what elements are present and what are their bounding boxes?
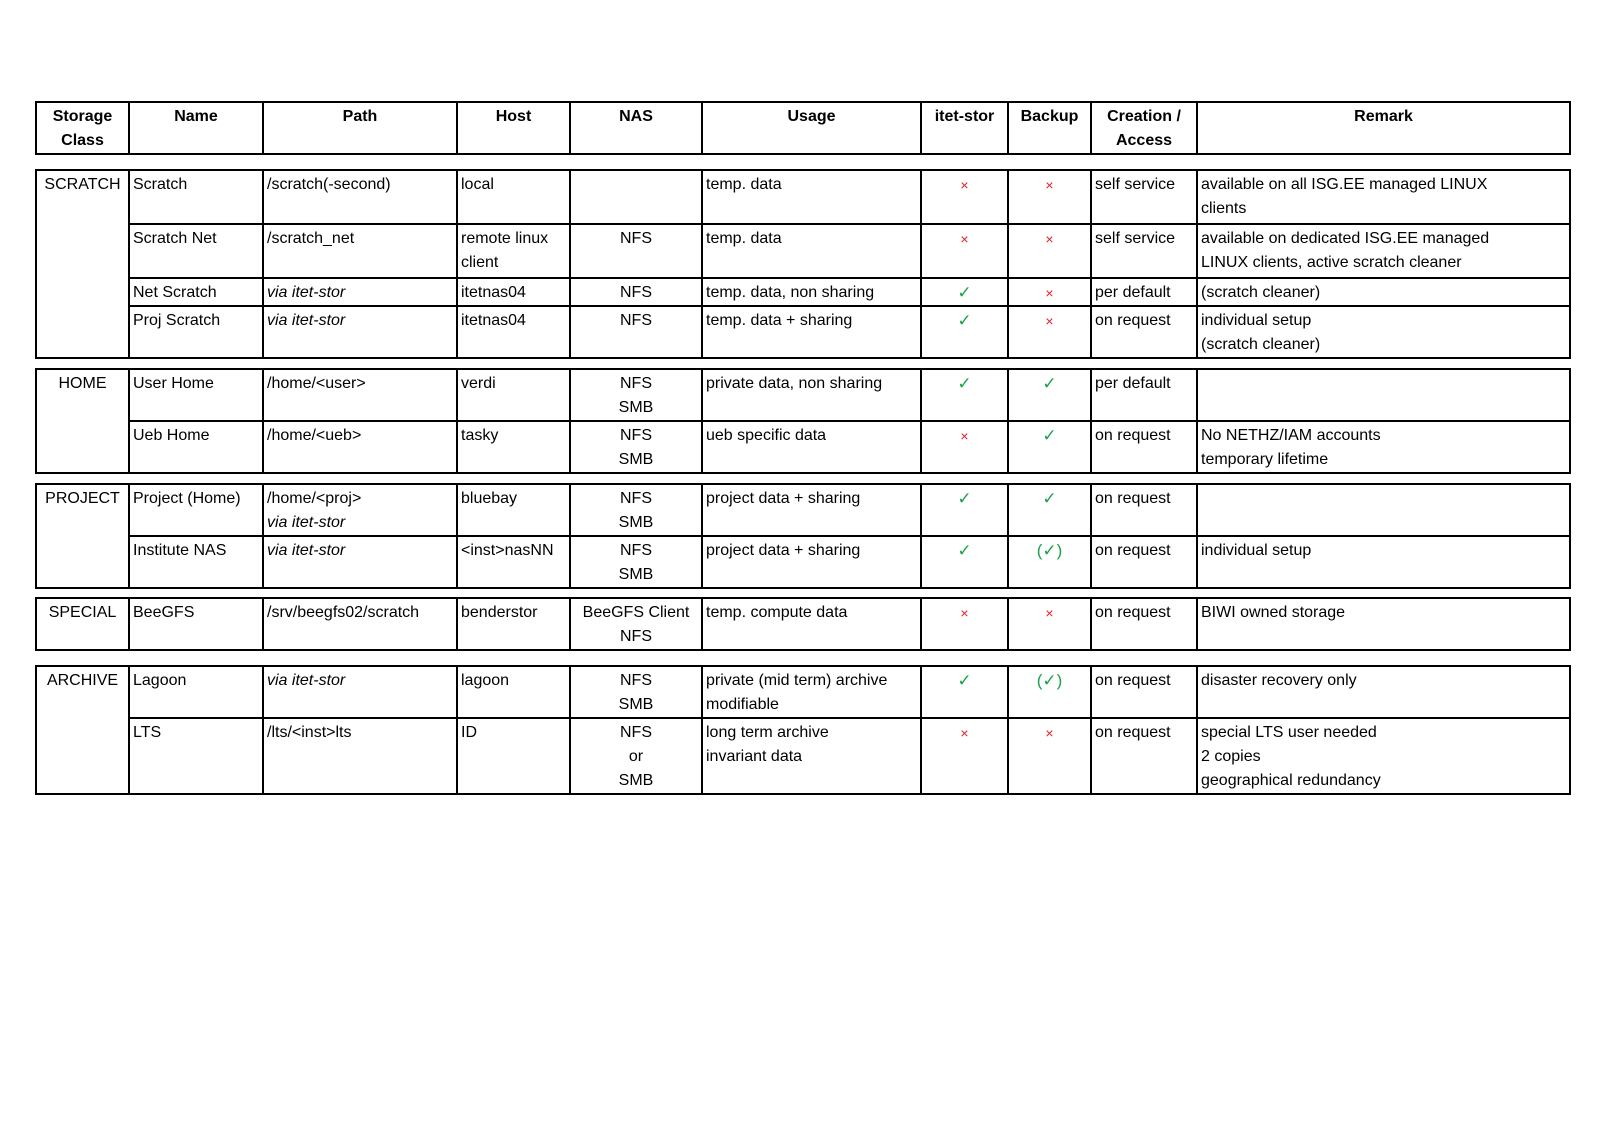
name-cell: Institute NAS [129, 536, 263, 588]
remark-cell: disaster recovery only [1197, 666, 1570, 718]
check-icon: ✓ [957, 489, 972, 508]
table-row [36, 666, 1570, 718]
path-cell: /home/<proj> via itet-stor [263, 484, 457, 536]
path-cell: /lts/<inst>lts [263, 718, 457, 794]
remark-cell [1197, 484, 1570, 536]
usage-cell: temp. data [702, 170, 921, 224]
creation-access-cell: per default [1091, 278, 1197, 306]
header-itet-stor: itet-stor [921, 102, 1008, 154]
name-cell: Scratch [129, 170, 263, 224]
creation-access-cell: on request [1091, 306, 1197, 358]
cross-icon: × [1045, 177, 1054, 193]
table-row [36, 484, 1570, 536]
backup-cell [1008, 598, 1091, 650]
usage-cell: project data + sharing [702, 536, 921, 588]
group-project [35, 483, 1571, 589]
name-cell: Proj Scratch [129, 306, 263, 358]
check-icon: ✓ [957, 671, 972, 690]
remark-cell: No NETHZ/IAM accounts temporary lifetime [1197, 421, 1570, 473]
itet-stor-cell [921, 369, 1008, 421]
storage-class-cell: PROJECT [36, 484, 129, 588]
path-cell: via itet-stor [263, 306, 457, 358]
nas-cell: NFS [570, 306, 702, 358]
nas-cell: NFS or SMB [570, 718, 702, 794]
itet-stor-cell [921, 224, 1008, 278]
host-cell: bluebay [457, 484, 570, 536]
header-storage-class: Storage Class [36, 102, 129, 154]
remark-cell: (scratch cleaner) [1197, 278, 1570, 306]
remark-cell: BIWI owned storage [1197, 598, 1570, 650]
header-name: Name [129, 102, 263, 154]
table-row [36, 224, 1570, 278]
path-cell: /scratch(-second) [263, 170, 457, 224]
usage-cell: private (mid term) archive modifiable [702, 666, 921, 718]
nas-cell: NFS SMB [570, 536, 702, 588]
usage-cell: temp. compute data [702, 598, 921, 650]
header-backup: Backup [1008, 102, 1091, 154]
name-cell: Lagoon [129, 666, 263, 718]
nas-cell: NFS SMB [570, 484, 702, 536]
header-table [35, 101, 1571, 155]
usage-cell: long term archive invariant data [702, 718, 921, 794]
header-nas: NAS [570, 102, 702, 154]
check-icon: ✓ [957, 541, 972, 560]
itet-stor-cell [921, 536, 1008, 588]
cross-icon: × [960, 725, 969, 741]
backup-cell [1008, 718, 1091, 794]
table-row [36, 278, 1570, 306]
backup-cell [1008, 224, 1091, 278]
table-row [36, 306, 1570, 358]
itet-stor-cell [921, 718, 1008, 794]
host-cell: local [457, 170, 570, 224]
creation-access-cell: per default [1091, 369, 1197, 421]
remark-cell: individual setup (scratch cleaner) [1197, 306, 1570, 358]
backup-cell [1008, 278, 1091, 306]
cross-icon: × [1045, 725, 1054, 741]
creation-access-cell: self service [1091, 224, 1197, 278]
header-usage: Usage [702, 102, 921, 154]
itet-stor-cell [921, 666, 1008, 718]
usage-cell: temp. data + sharing [702, 306, 921, 358]
nas-cell: NFS [570, 224, 702, 278]
path-cell: via itet-stor [263, 278, 457, 306]
host-cell: itetnas04 [457, 306, 570, 358]
table-row [36, 369, 1570, 421]
header-remark: Remark [1197, 102, 1570, 154]
remark-cell: available on all ISG.EE managed LINUX clients [1197, 170, 1570, 224]
usage-cell: private data, non sharing [702, 369, 921, 421]
cross-icon: × [960, 428, 969, 444]
check-icon: ✓ [957, 311, 972, 330]
storage-class-cell: SPECIAL [36, 598, 129, 650]
path-cell: /home/<ueb> [263, 421, 457, 473]
backup-cell [1008, 306, 1091, 358]
cross-icon: × [960, 231, 969, 247]
path-cell: via itet-stor [263, 666, 457, 718]
host-cell: tasky [457, 421, 570, 473]
cross-icon: × [1045, 231, 1054, 247]
storage-class-cell: ARCHIVE [36, 666, 129, 794]
nas-cell [570, 170, 702, 224]
table-row [36, 718, 1570, 794]
backup-cell [1008, 170, 1091, 224]
name-cell: User Home [129, 369, 263, 421]
host-cell: benderstor [457, 598, 570, 650]
nas-cell: NFS SMB [570, 421, 702, 473]
name-cell: Ueb Home [129, 421, 263, 473]
host-cell: ID [457, 718, 570, 794]
check-icon: (✓) [1036, 671, 1063, 690]
storage-class-cell: SCRATCH [36, 170, 129, 358]
remark-cell: individual setup [1197, 536, 1570, 588]
itet-stor-cell [921, 170, 1008, 224]
creation-access-cell: on request [1091, 666, 1197, 718]
remark-cell: special LTS user needed 2 copies geographical redundancy [1197, 718, 1570, 794]
header-host: Host [457, 102, 570, 154]
check-icon: ✓ [1042, 374, 1057, 393]
creation-access-cell: on request [1091, 536, 1197, 588]
check-icon: ✓ [1042, 489, 1057, 508]
host-cell: <inst>nasNN [457, 536, 570, 588]
itet-stor-cell [921, 421, 1008, 473]
storage-class-cell: HOME [36, 369, 129, 473]
table-row [36, 598, 1570, 650]
creation-access-cell: on request [1091, 598, 1197, 650]
creation-access-cell: self service [1091, 170, 1197, 224]
usage-cell: temp. data, non sharing [702, 278, 921, 306]
name-cell: BeeGFS [129, 598, 263, 650]
table-row [36, 170, 1570, 224]
creation-access-cell: on request [1091, 484, 1197, 536]
backup-cell [1008, 484, 1091, 536]
backup-cell [1008, 536, 1091, 588]
itet-stor-cell [921, 598, 1008, 650]
host-cell: itetnas04 [457, 278, 570, 306]
usage-cell: project data + sharing [702, 484, 921, 536]
nas-cell: NFS [570, 278, 702, 306]
name-cell: LTS [129, 718, 263, 794]
usage-cell: ueb specific data [702, 421, 921, 473]
name-cell: Scratch Net [129, 224, 263, 278]
name-cell: Net Scratch [129, 278, 263, 306]
remark-cell: available on dedicated ISG.EE managed LINUX clients, active scratch cleaner [1197, 224, 1570, 278]
backup-cell [1008, 666, 1091, 718]
itet-stor-cell [921, 278, 1008, 306]
group-archive [35, 665, 1571, 795]
header-path: Path [263, 102, 457, 154]
cross-icon: × [960, 605, 969, 621]
cross-icon: × [1045, 605, 1054, 621]
check-icon: ✓ [1042, 426, 1057, 445]
nas-cell: NFS SMB [570, 666, 702, 718]
path-cell: /home/<user> [263, 369, 457, 421]
host-cell: verdi [457, 369, 570, 421]
cross-icon: × [1045, 285, 1054, 301]
itet-stor-cell [921, 306, 1008, 358]
host-cell: lagoon [457, 666, 570, 718]
check-icon: ✓ [957, 283, 972, 302]
creation-access-cell: on request [1091, 718, 1197, 794]
group-special [35, 597, 1571, 651]
path-cell: /scratch_net [263, 224, 457, 278]
itet-stor-cell [921, 484, 1008, 536]
remark-cell [1197, 369, 1570, 421]
path-cell: via itet-stor [263, 536, 457, 588]
backup-cell [1008, 369, 1091, 421]
cross-icon: × [1045, 313, 1054, 329]
path-cell: /srv/beegfs02/scratch [263, 598, 457, 650]
group-scratch [35, 169, 1571, 359]
nas-cell: BeeGFS Client NFS [570, 598, 702, 650]
name-cell: Project (Home) [129, 484, 263, 536]
usage-cell: temp. data [702, 224, 921, 278]
cross-icon: × [960, 177, 969, 193]
nas-cell: NFS SMB [570, 369, 702, 421]
table-row [36, 536, 1570, 588]
backup-cell [1008, 421, 1091, 473]
header-creation-access: Creation / Access [1091, 102, 1197, 154]
check-icon: ✓ [957, 374, 972, 393]
host-cell: remote linux client [457, 224, 570, 278]
check-icon: (✓) [1036, 541, 1063, 560]
group-home [35, 368, 1571, 474]
creation-access-cell: on request [1091, 421, 1197, 473]
table-row [36, 421, 1570, 473]
